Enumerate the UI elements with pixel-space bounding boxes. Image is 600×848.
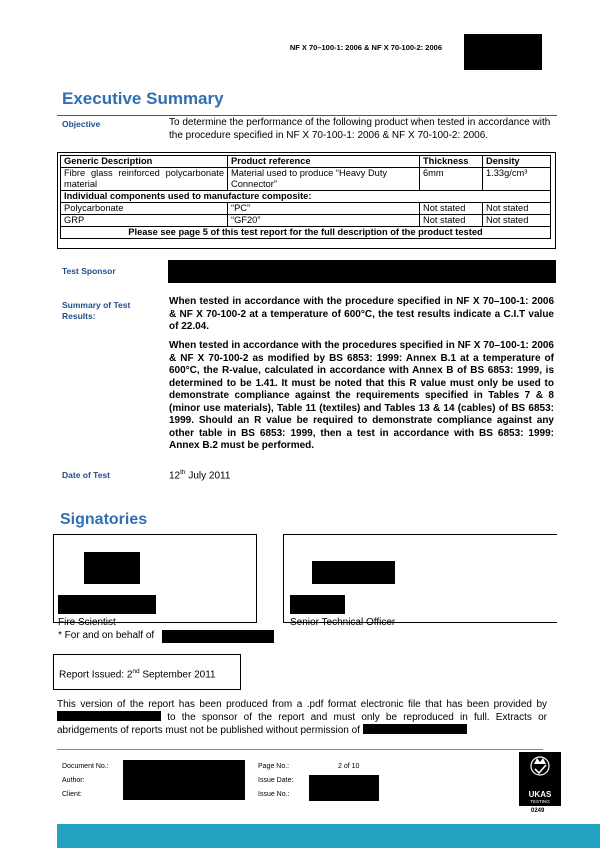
left-role: Fire Scientist — [58, 617, 116, 628]
date-of-test-label: Date of Test — [62, 470, 111, 480]
footer-document-no: Document No.: — [62, 763, 109, 770]
component-name: GRP — [61, 215, 228, 227]
footer-client: Client: — [62, 791, 82, 798]
footer-left-redaction — [123, 760, 245, 800]
cell-density: 1.33g/cm³ — [483, 168, 551, 191]
behalf-redaction — [162, 630, 274, 643]
footer-rule — [57, 749, 543, 750]
disclaimer: This version of the report has been produced from a .pdf format electronic file that has been provided by to the sponsor of the report and must only be reproduced in full. Extracts or abridgements of reports must not be published without permission of — [57, 699, 547, 736]
cell-reference: Material used to produce “Heavy Duty Connector” — [228, 168, 420, 191]
title-rule — [57, 115, 557, 116]
footer-band — [57, 824, 600, 848]
disclaimer-redaction-1 — [57, 711, 161, 721]
crown-tick-icon — [519, 752, 561, 786]
signature-redaction-left — [84, 552, 140, 584]
header-reference: Product reference — [228, 156, 420, 168]
header-standard: NF X 70–100-1: 2006 & NF X 70-100-2: 2006 — [289, 43, 442, 52]
signature-redaction-right — [312, 561, 395, 584]
component-name: Polycarbonate — [61, 203, 228, 215]
name-redaction-right — [290, 595, 345, 614]
summary-label: Summary of Test Results: — [62, 300, 131, 321]
objective-text: To determine the performance of the following product when tested in accordance with the procedure specified in NF X 70-100-1: 2006 & NF X 70-100-2: 2006. — [169, 117, 551, 141]
product-table — [60, 155, 551, 239]
disclaimer-redaction-2 — [363, 724, 467, 734]
report-issued-text: Report Issued: 2nd September 2011 — [59, 668, 216, 681]
test-sponsor-label: Test Sponsor — [62, 266, 116, 276]
component-ref: “PC” — [228, 203, 420, 215]
table-note: Please see page 5 of this test report for the full description of the product tested — [61, 227, 551, 239]
ukas-number: 0249 — [531, 808, 545, 814]
test-sponsor-redaction — [168, 260, 556, 283]
components-header: Individual components used to manufacture composite: — [61, 191, 551, 203]
date-of-test-value: 12th July 2011 — [169, 469, 231, 482]
component-thickness: Not stated — [420, 203, 483, 215]
header-generic: Generic Description — [61, 156, 228, 168]
footer-author: Author: — [62, 777, 85, 784]
objective-label: Objective — [62, 119, 101, 129]
header-density: Density — [483, 156, 551, 168]
behalf-text: * For and on behalf of — [58, 630, 155, 641]
cell-generic: Fibre glass reinforced polycarbonate material — [61, 168, 228, 191]
component-thickness: Not stated — [420, 215, 483, 227]
footer-page-value: 2 of 10 — [338, 763, 360, 770]
signatories-title: Signatories — [60, 511, 148, 528]
summary-para-2: When tested in accordance with the procedures specified in NF X 70–100-1: 2006 & NF X 70-100-2 as modified by BS 6853: 1999: Annex B.1 at a temperature of 600°C, the R-value, calculated in accordance with Annex B of BS 6853: 1999, is determined to be 1.41. It must be noted that this R value must only be used to demonstrate compliance against the requirements specified in Tables 7 & 8 (minor use materials), Table 11 (textiles) and Tables 13 & 14 (cables) of BS 6853: 1999. Should an R value be required to demonstrate compliance against any other table in BS 6853: 1999, then a test in accordance with BS 6853: 1999: Annex B.2 must be performed. — [169, 340, 554, 451]
component-ref: “GF20” — [228, 215, 420, 227]
header-redaction — [464, 34, 542, 70]
component-density: Not stated — [483, 203, 551, 215]
ukas-logo — [519, 752, 561, 806]
header-thickness: Thickness — [420, 156, 483, 168]
executive-summary-title: Executive Summary — [62, 89, 224, 108]
cell-thickness: 6mm — [420, 168, 483, 191]
ukas-text: UKAS — [528, 790, 552, 799]
ukas-subtext: TESTING — [530, 799, 550, 804]
summary-para-1: When tested in accordance with the procedure specified in NF X 70–100-1: 2006 & NF X 70-100-2 at a temperature of 600°C, the test results indicate a C.I.T value of 22.04. — [169, 296, 554, 332]
footer-issue-no: Issue No.: — [258, 791, 290, 798]
right-role: Senior Technical Officer — [290, 617, 396, 628]
footer-issue-date: Issue Date: — [258, 777, 294, 784]
footer-right-redaction — [309, 775, 379, 801]
name-redaction-left — [58, 595, 156, 614]
component-density: Not stated — [483, 215, 551, 227]
footer-page-no: Page No.: — [258, 763, 290, 770]
